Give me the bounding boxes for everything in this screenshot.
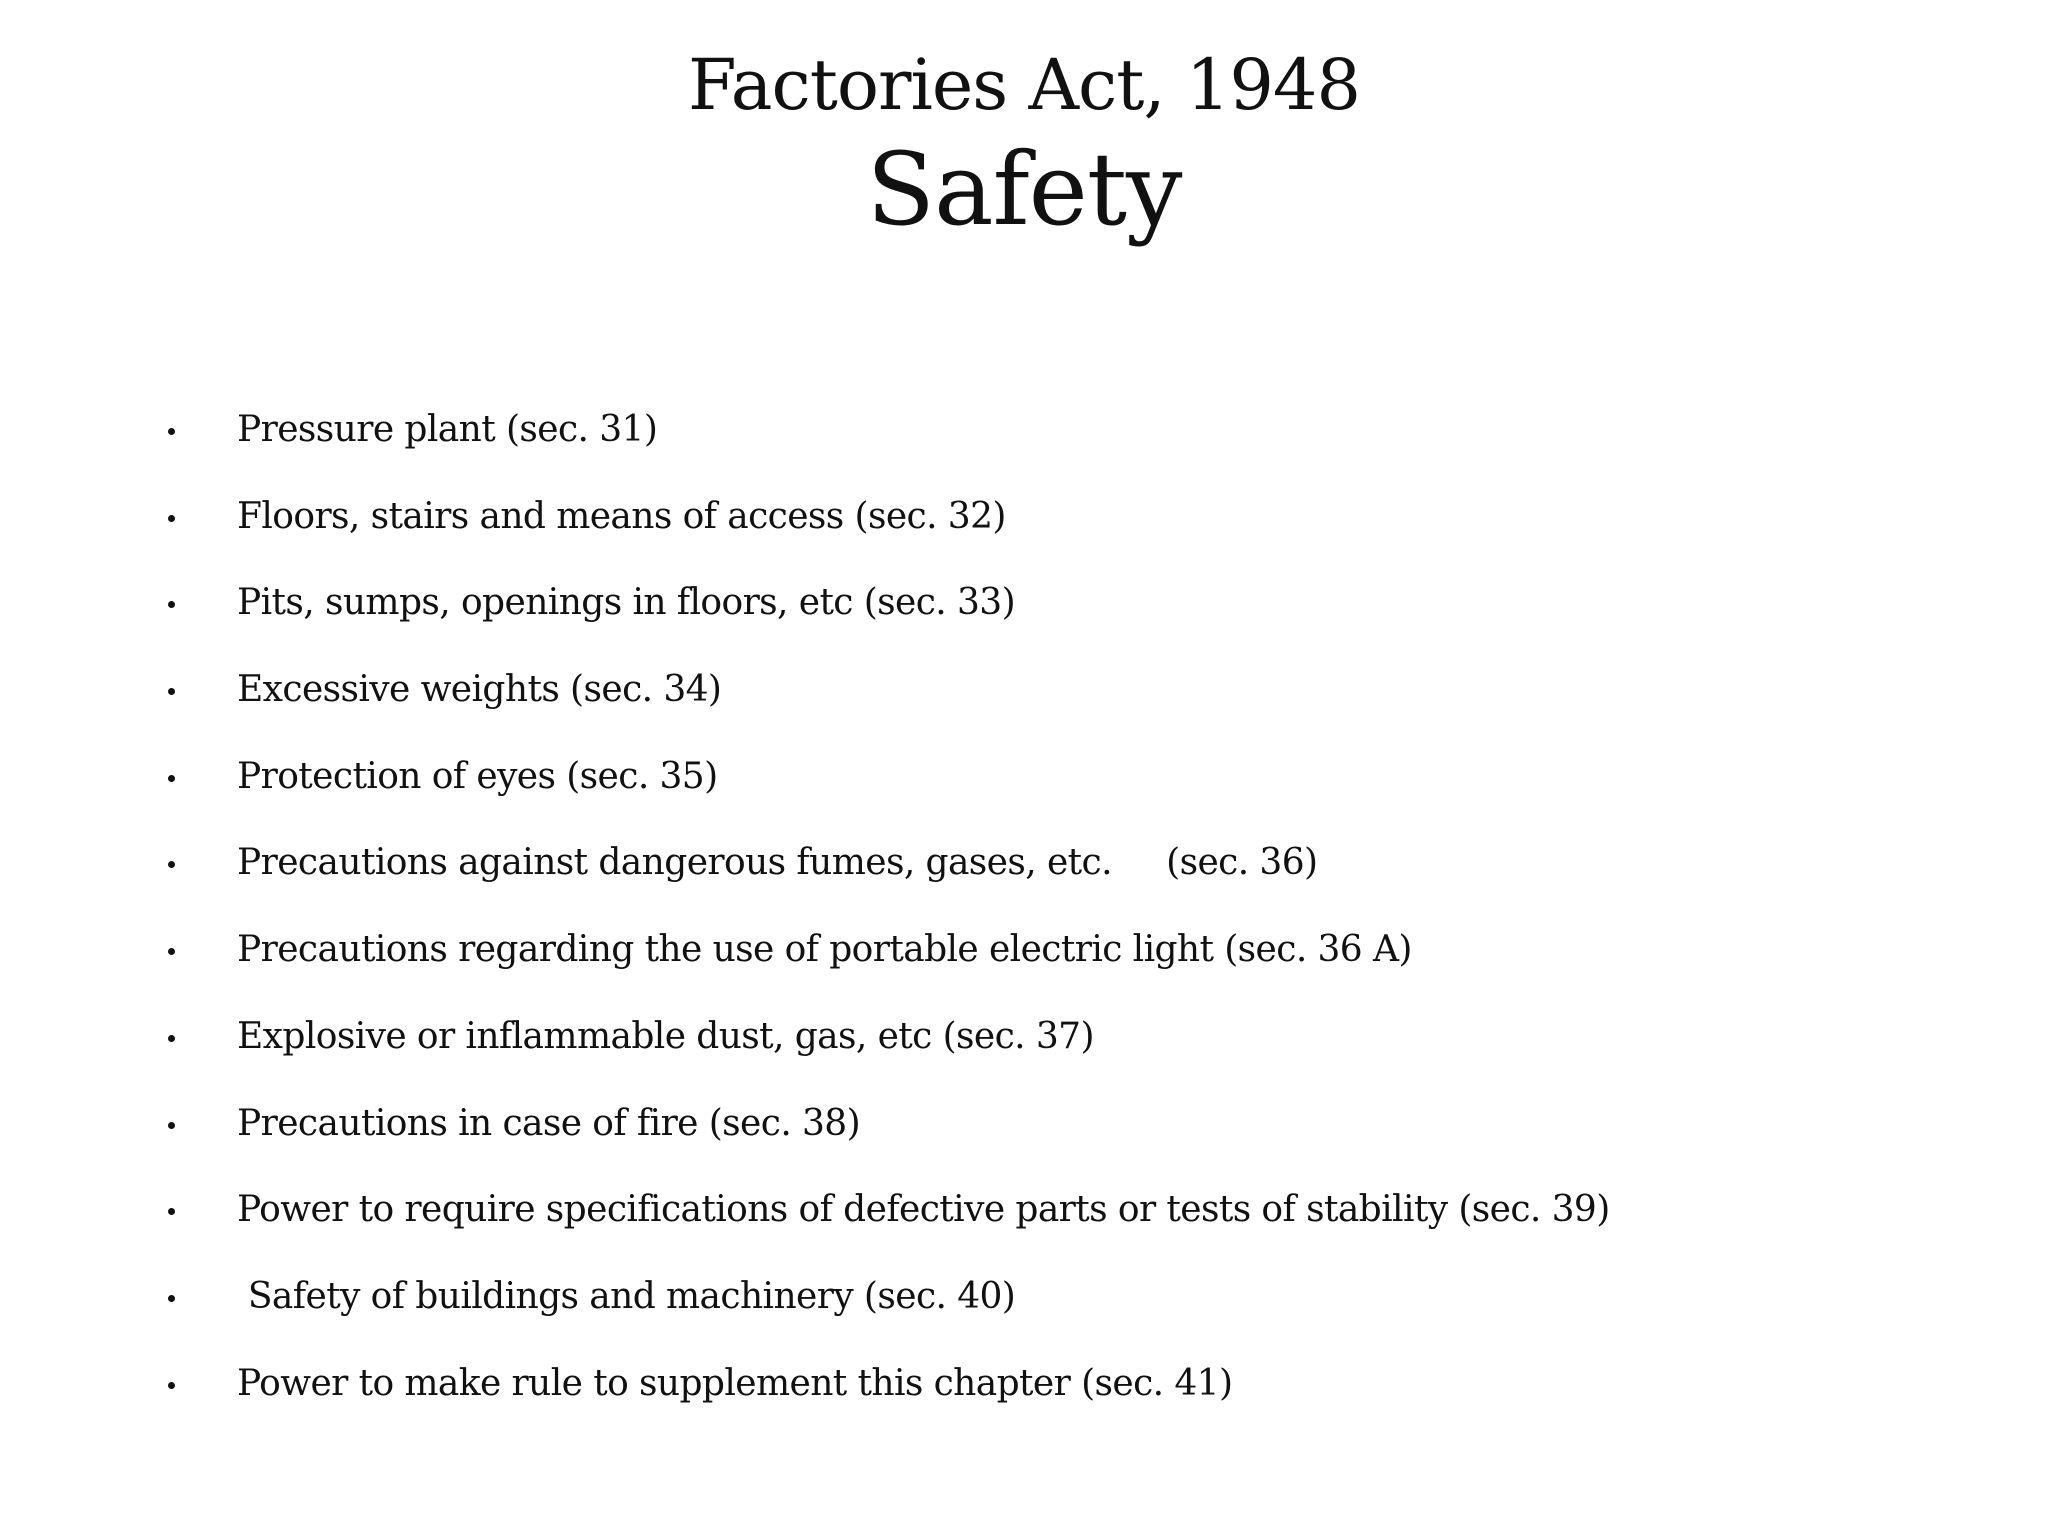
list-item (0, 747, 2048, 834)
list-item-text: Explosive or inflammable dust, gas, etc (sec. 37) (237, 1015, 1094, 1057)
list-item-text: Pits, sumps, openings in floors, etc (sec. 33) (237, 582, 1016, 624)
bullet-icon (168, 1295, 175, 1302)
bullet-icon (168, 1382, 175, 1389)
list-item-text: Precautions in case of fire (sec. 38) (237, 1102, 861, 1144)
slide-subtitle: Safety (866, 131, 1182, 248)
list-item-text: Precautions regarding the use of portable electric light (sec. 36 A) (237, 929, 1412, 971)
list-item (0, 400, 2048, 487)
bullet-icon (168, 861, 175, 868)
list-item-text: Power to make rule to supplement this chapter (sec. 41) (237, 1362, 1233, 1404)
list-item (0, 573, 2048, 660)
list-item (0, 487, 2048, 574)
bullet-icon (168, 775, 175, 782)
bullet-icon (168, 1122, 175, 1129)
list-item (0, 833, 2048, 920)
list-item-text: Excessive weights (sec. 34) (237, 669, 722, 711)
list-item (0, 660, 2048, 747)
bullet-icon (168, 1208, 175, 1215)
list-item-text: Safety of buildings and machinery (sec. 40) (237, 1275, 1016, 1317)
list-item (0, 1007, 2048, 1094)
bullet-icon (168, 515, 175, 522)
title-block (0, 40, 2048, 250)
bullet-icon (168, 948, 175, 955)
bullet-icon (168, 601, 175, 608)
list-item (0, 1180, 2048, 1267)
list-item (0, 1354, 2048, 1441)
slide-title: Factories Act, 1948 (687, 44, 1360, 126)
list-item-text: Power to require specifications of defective parts or tests of stability (sec. 39) (237, 1189, 1610, 1231)
bullet-icon (168, 688, 175, 695)
list-item (0, 1267, 2048, 1354)
list-item (0, 920, 2048, 1007)
bullet-list (0, 400, 2048, 1440)
bullet-icon (168, 1035, 175, 1042)
list-item-text: Floors, stairs and means of access (sec. 32) (237, 495, 1006, 537)
list-item-text: Protection of eyes (sec. 35) (237, 755, 718, 797)
bullet-icon (168, 428, 175, 435)
list-item (0, 1094, 2048, 1181)
list-item-text: Precautions against dangerous fumes, gases, etc. (sec. 36) (237, 842, 1318, 884)
list-item-text: Pressure plant (sec. 31) (237, 409, 658, 450)
